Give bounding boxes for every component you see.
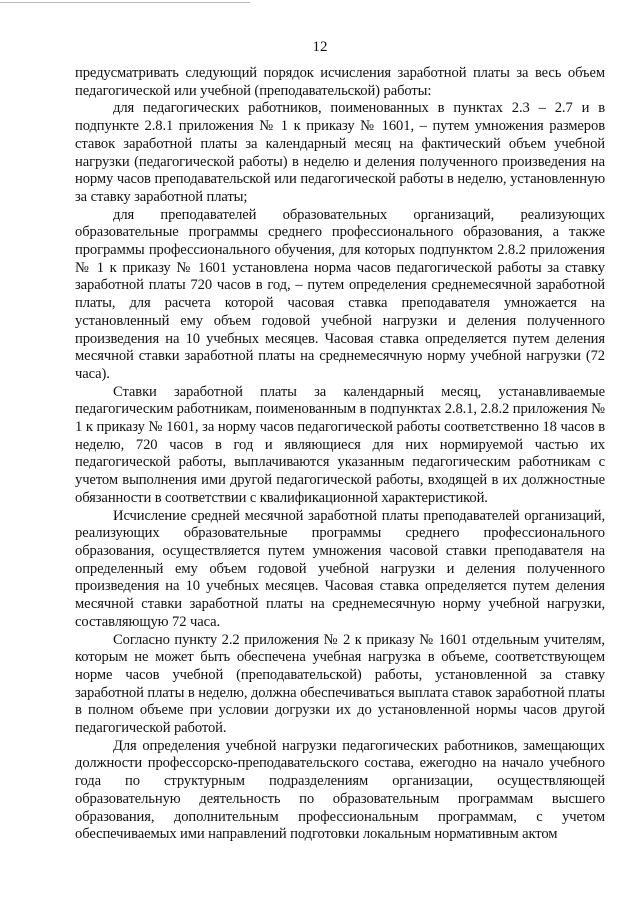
page-number: 12 xyxy=(312,39,328,55)
paragraph-clause-2-2: Согласно пункту 2.2 приложения № 2 к приказу № 1601 отдельным учителям, которым не может быть обеспечена учебная нагрузка в объеме, соответствующем норме часов учебной (преподавательской) работы, установленной за ставку заработной платы в неделю, должна обеспечиваться выплата ставок заработной платы в полном объеме при условии догрузки их до установленной нормы часов другой педагогической работой. xyxy=(75,631,605,737)
paragraph-pedagogical-workers: для педагогических работников, поименованных в пунктах 2.3 – 2.7 и в подпункте 2.8.1 приложения № 1 к приказу № 1601, – путем умножения размеров ставок заработной платы за календарный месяц на фактический объем учебной нагрузки (педагогической работы) в неделю и деления полученного произведения на норму часов преподавательской или педагогической работы в неделю, установленную за ставку заработной платы; xyxy=(75,100,605,205)
paragraph-teachers-spo: для преподавателей образовательных организаций, реализующих образовательные программы среднего профессионального образования, а также программы профессионального обучения, для которых подпунктом 2.8.2 приложения № 1 к приказу № 1601 установлена норма часов педагогической работы за ставку заработной платы 720 часов в год, – путем определения среднемесячной заработной платы, для расчета которой часовая ставка преподавателя умножается на установленный ему объем годовой учебной нагрузки и деления полученного произведения на 10 учебных месяцев. Часовая ставка определяется путем деления месячной ставки заработной платы на среднемесячную норму учебной нагрузки (72 часа). xyxy=(75,206,605,382)
top-rule-divider xyxy=(0,2,250,3)
paragraph-faculty-load: Для определения учебной нагрузки педагогических работников, замещающих должности профессорско-преподавательского состава, ежегодно на начало учебного года по структурным подразделениям организации, осуществляющей образовательную деятельность по образовательным программам высшего образования, дополнительным профессиональным программам, с учетом обеспечиваемых ими направлений подготовки локальным нормативным актом xyxy=(75,737,605,843)
body-text xyxy=(75,65,605,844)
paragraph-average-salary: Исчисление средней месячной заработной платы преподавателей организаций, реализующих образовательные программы среднего профессионального образования, осуществляется путем умножения часовой ставки преподавателя на определенный ему объем годовой учебной нагрузки и деления полученного произведения на 10 учебных месяцев. Часовая ставка определяется путем деления месячной ставки заработной платы на среднемесячную норму учебной нагрузки, составляющую 72 часа. xyxy=(75,507,605,630)
paragraph-salary-rates: Ставки заработной платы за календарный месяц, устанавливаемые педагогическим работникам, поименованным в подпунктах 2.8.1, 2.8.2 приложения № 1 к приказу № 1601, за норму часов педагогической работы соответственно 18 часов в неделю, 720 часов в год и являющиеся для них нормируемой частью их педагогической работы, выплачиваются указанным педагогическим работникам с учетом выполнения ими другой педагогической работы, входящей в их должностные обязанности в соответствии с квалификационной характеристикой. xyxy=(75,383,605,506)
paragraph-intro: предусматривать следующий порядок исчисления заработной платы за весь объем педагогической или учебной (преподавательской) работы: xyxy=(75,65,605,99)
